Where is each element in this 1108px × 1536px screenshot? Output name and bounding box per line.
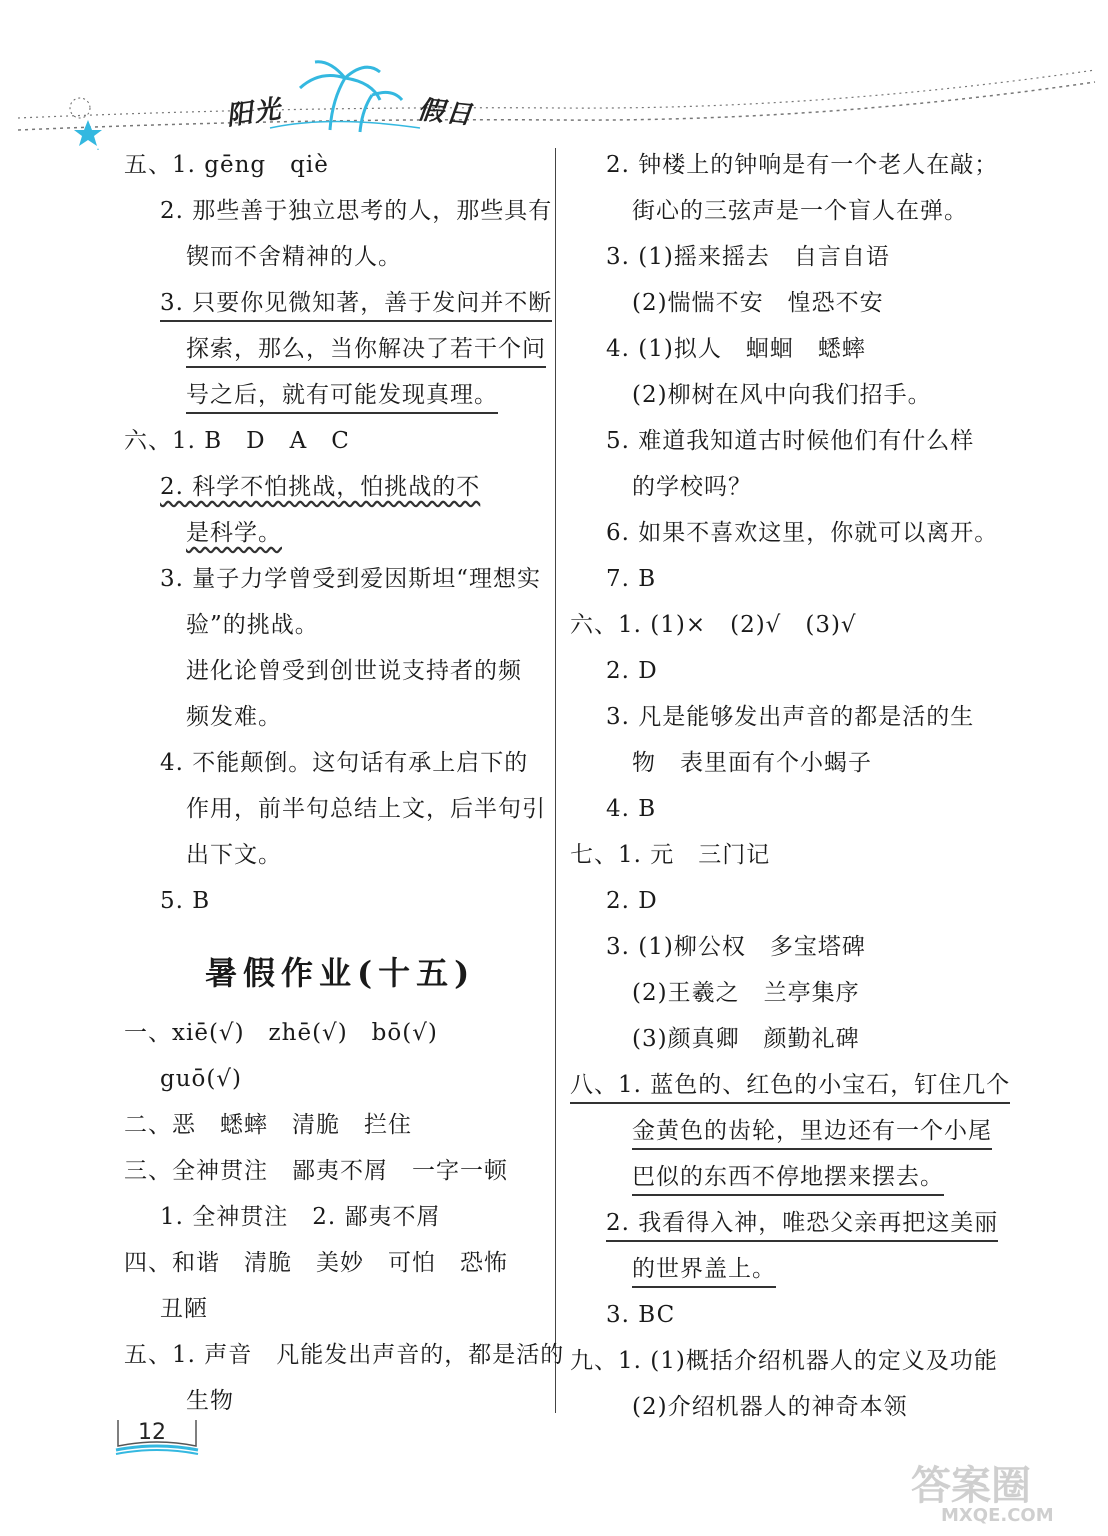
answer-line: 作用，前半句总结上文，后半句引 (186, 796, 546, 822)
section-title: 暑假作业(十五) (205, 954, 476, 992)
answer-line: (2)王羲之 兰亭集序 (632, 980, 860, 1006)
answer-line: 3. BC (606, 1302, 676, 1328)
answer-line: 生物 (186, 1388, 234, 1414)
answer-line: 出下文。 (186, 842, 282, 868)
answer-line: 七、1. 元 三门记 (570, 842, 771, 868)
answer-line: 2. 科学不怕挑战，怕挑战的不 (160, 474, 481, 500)
answer-line: 八、1. 蓝色的、红色的小宝石，钉住几个 (570, 1070, 1010, 1104)
answer-line: 六、1. (1)× (2)√ (3)√ (570, 612, 857, 638)
answer-line: 物 表里面有个小蝎子 (632, 750, 872, 776)
answer-line: 丑陋 (160, 1296, 208, 1322)
answer-line: 街心的三弦声是一个盲人在弹。 (632, 198, 968, 224)
answer-line: 六、1. B D A C (124, 428, 350, 454)
answer-line: 验”的挑战。 (186, 612, 319, 638)
answer-line: 探索，那么，当你解决了若干个问 (186, 334, 546, 368)
answer-line: 3. 凡是能够发出声音的都是活的生 (606, 704, 975, 730)
answer-line: guō(√) (160, 1066, 242, 1092)
answer-line: (2)介绍机器人的神奇本领 (632, 1394, 908, 1420)
answer-line: 巴似的东西不停地摆来摆去。 (632, 1162, 944, 1196)
answer-line: 2. D (606, 658, 658, 684)
svg-text:答案圈: 答案圈 (911, 1463, 1031, 1509)
watermark (905, 1455, 1095, 1529)
answer-line: 五、1. 声音 凡能发出声音的，都是活的 (124, 1342, 565, 1368)
page-number: 12 (138, 1420, 166, 1445)
answer-line: 号之后，就有可能发现真理。 (186, 380, 498, 414)
answer-line: 频发难。 (186, 704, 282, 730)
answer-line: 4. B (606, 796, 657, 822)
brand-text-left: 阳光 (224, 94, 285, 132)
answer-line: 一、xiē(√) zhē(√) bō(√) (124, 1020, 438, 1046)
answer-line: 是科学。 (186, 520, 282, 546)
answer-line: 3. 只要你见微知著，善于发问并不断 (160, 288, 552, 322)
answer-line: (2)惴惴不安 惶恐不安 (632, 290, 884, 316)
answer-line: 3. (1)摇来摇去 自言自语 (606, 244, 890, 270)
answer-line: 7. B (606, 566, 657, 592)
answer-line: 3. (1)柳公权 多宝塔碑 (606, 934, 866, 960)
answer-line: 九、1. (1)概括介绍机器人的定义及功能 (570, 1348, 998, 1374)
answer-line: 锲而不舍精神的人。 (186, 244, 402, 270)
answer-line: 5. 难道我知道古时候他们有什么样 (606, 428, 975, 454)
answer-line: 3. 量子力学曾受到爱因斯坦“理想实 (160, 566, 542, 592)
answer-line: 6. 如果不喜欢这里，你就可以离开。 (606, 520, 999, 546)
answer-line: (3)颜真卿 颜勤礼碑 (632, 1026, 860, 1052)
answer-line: 5. B (160, 888, 211, 914)
answer-line: 2. 我看得入神，唯恐父亲再把这美丽 (606, 1208, 998, 1242)
svg-text:MXQE.COM: MXQE.COM (941, 1505, 1054, 1525)
answer-line: 2. 钟楼上的钟响是有一个老人在敲； (606, 152, 999, 178)
answer-line: (2)柳树在风中向我们招手。 (632, 382, 932, 408)
answer-line: 2. 那些善于独立思考的人，那些具有 (160, 198, 553, 224)
answer-line: 进化论曾受到创世说支持者的频 (186, 658, 522, 684)
answer-line: 4. (1)拟人 蛔蛔 蟋蟀 (606, 336, 866, 362)
brand-text-right: 假日 (416, 95, 476, 131)
column-divider (555, 148, 556, 1413)
answer-line: 三、全神贯注 鄙夷不屑 一字一顿 (124, 1158, 508, 1184)
answer-line: 金黄色的齿轮，里边还有一个小尾 (632, 1116, 992, 1150)
answer-line: 五、1. gēng qiè (124, 152, 329, 178)
answer-line: 的学校吗？ (632, 474, 752, 500)
answer-line: 的世界盖上。 (632, 1254, 776, 1288)
answer-line: 2. D (606, 888, 658, 914)
answer-line: 四、和谐 清脆 美妙 可怕 恐怖 (124, 1250, 508, 1276)
page-header (0, 0, 1108, 150)
answer-line: 二、恶 蟋蟀 清脆 拦住 (124, 1112, 412, 1138)
watermark-logo (905, 1455, 1095, 1525)
answer-line: 1. 全神贯注 2. 鄙夷不屑 (160, 1204, 441, 1230)
answer-line: 4. 不能颠倒。这句话有承上启下的 (160, 750, 529, 776)
header-decoration (0, 0, 1108, 150)
